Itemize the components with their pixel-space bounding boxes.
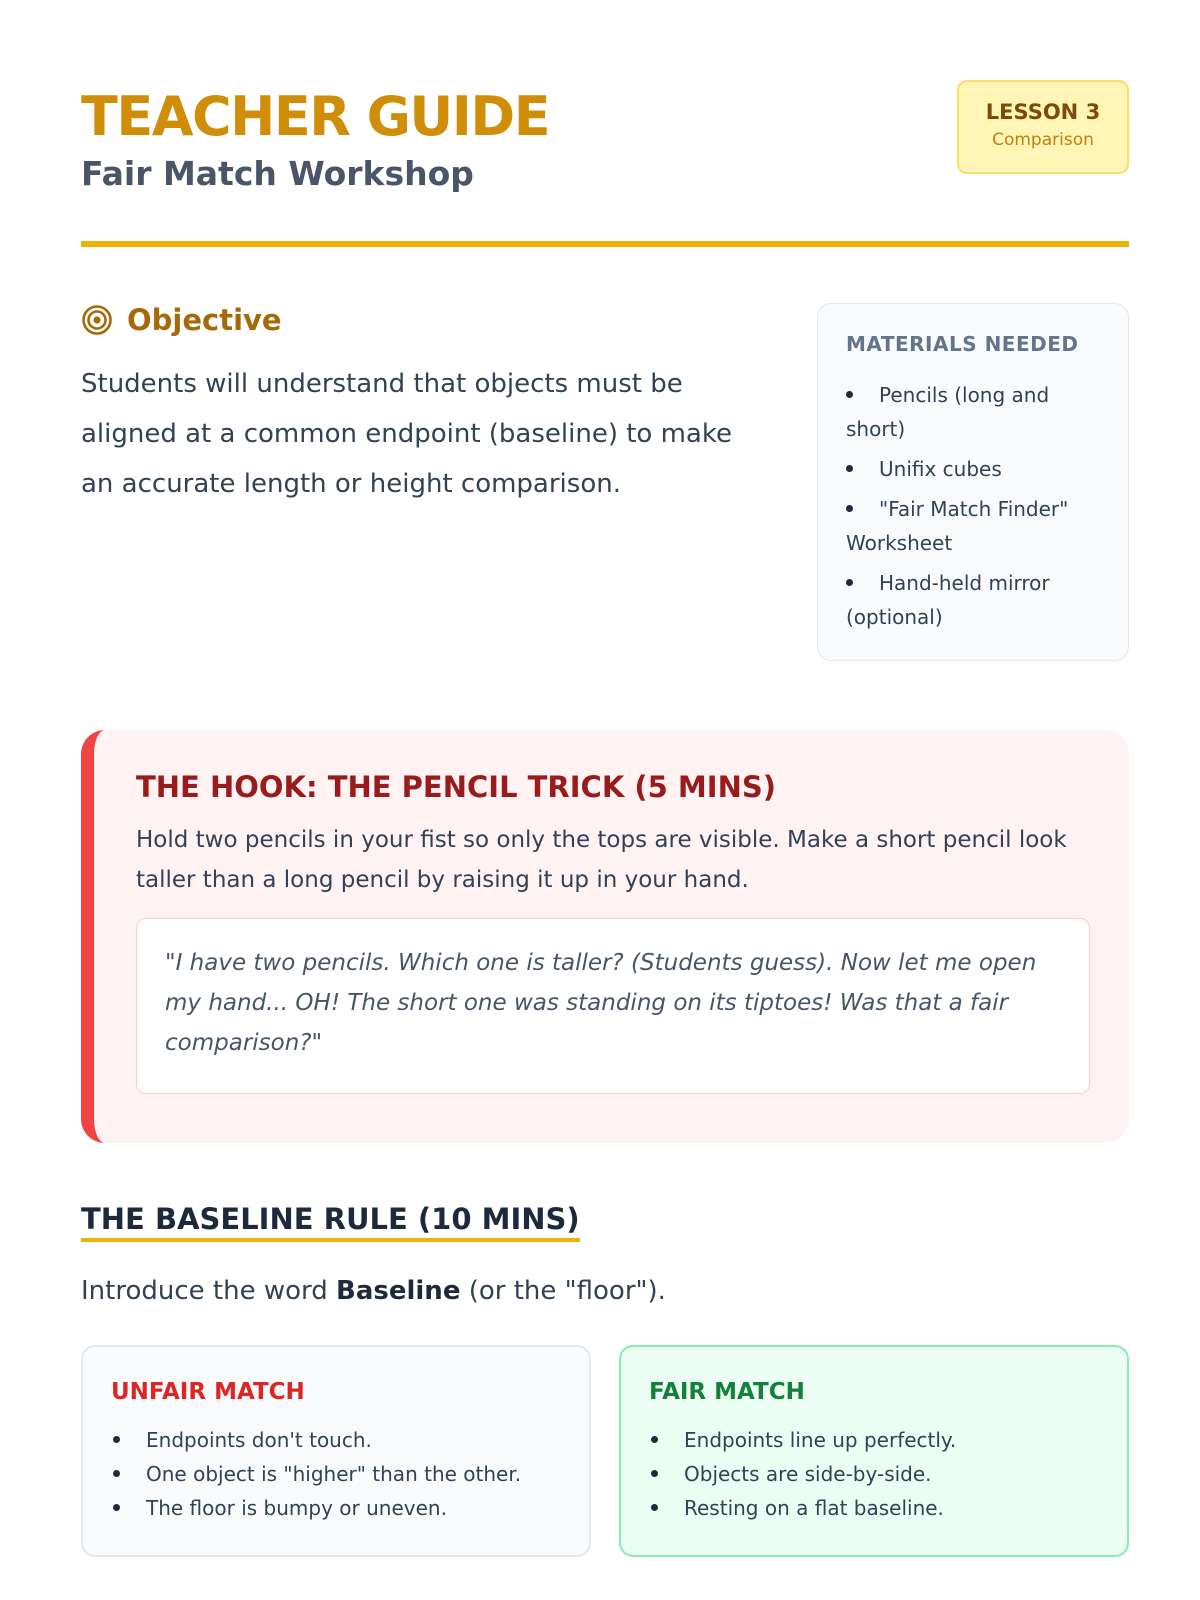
intro-keyword: Baseline — [336, 1276, 461, 1306]
hook-section — [81, 730, 1129, 1143]
objective-text: Students will understand that objects must be aligned at a common endpoint (baseline) to make an accurate length or height comparison. — [81, 369, 732, 499]
bullet-icon — [113, 1504, 120, 1511]
bullet-icon — [846, 579, 853, 586]
fair-item: Endpoints line up perfectly. — [684, 1428, 957, 1452]
fair-list — [649, 1423, 1099, 1525]
fair-title: FAIR MATCH — [649, 1379, 805, 1405]
bullet-icon — [651, 1470, 658, 1477]
unfair-item: One object is "higher" than the other. — [146, 1462, 522, 1486]
bullet-icon — [113, 1436, 120, 1443]
fair-item: Resting on a flat baseline. — [684, 1496, 944, 1520]
material-item: Pencils (long and short) — [846, 383, 1050, 441]
objective-title: Objective — [127, 303, 282, 337]
list-item — [846, 566, 1100, 634]
unfair-title: UNFAIR MATCH — [111, 1379, 305, 1405]
list-item — [649, 1423, 1099, 1457]
script-quote: "I have two pencils. Which one is taller? (Students guess). Now let me open my hand... OH! The short one was standing on its tiptoes! Was that a fair comparison?" — [165, 950, 1037, 1056]
lesson-topic: Comparison — [992, 130, 1094, 150]
bullet-icon — [846, 391, 853, 398]
list-item — [846, 492, 1100, 560]
list-item — [111, 1423, 561, 1457]
materials-box — [817, 303, 1129, 661]
guide-title: TEACHER GUIDE — [81, 85, 550, 148]
bullet-icon — [846, 505, 853, 512]
intro-text: Introduce the word — [81, 1276, 337, 1306]
material-item: "Fair Match Finder" Worksheet — [846, 497, 1069, 555]
list-item — [846, 452, 1100, 486]
target-icon — [81, 304, 113, 336]
fair-match-card — [619, 1345, 1129, 1557]
objective-section — [81, 303, 771, 509]
materials-title: MATERIALS NEEDED — [846, 332, 1079, 356]
materials-list — [846, 378, 1100, 634]
bullet-icon — [651, 1436, 658, 1443]
list-item — [111, 1491, 561, 1525]
bullet-icon — [846, 465, 853, 472]
lesson-badge — [957, 80, 1129, 174]
objective-heading — [81, 303, 771, 337]
list-item — [649, 1491, 1099, 1525]
unfair-item: The floor is bumpy or uneven. — [146, 1496, 447, 1520]
material-item: Hand-held mirror (optional) — [846, 571, 1050, 629]
list-item — [111, 1457, 561, 1491]
bullet-icon — [651, 1504, 658, 1511]
hook-text: Hold two pencils in your fist so only the tops are visible. Make a short pencil look taller than a long pencil by raising it up in your hand. — [136, 827, 1067, 893]
script-quote-box — [136, 918, 1090, 1094]
fair-item: Objects are side-by-side. — [684, 1462, 932, 1486]
unfair-match-card — [81, 1345, 591, 1557]
material-item: Unifix cubes — [879, 457, 1002, 481]
baseline-intro — [81, 1276, 666, 1306]
list-item — [649, 1457, 1099, 1491]
hook-title: THE HOOK: THE PENCIL TRICK (5 MINS) — [136, 770, 776, 804]
unfair-list — [111, 1423, 561, 1525]
header — [81, 80, 1129, 250]
intro-text-end: (or the "floor"). — [460, 1276, 666, 1306]
bullet-icon — [113, 1470, 120, 1477]
baseline-title: THE BASELINE RULE (10 MINS) — [81, 1202, 580, 1242]
list-item — [846, 378, 1100, 446]
guide-subtitle: Fair Match Workshop — [81, 154, 474, 193]
header-divider — [81, 241, 1129, 247]
unfair-item: Endpoints don't touch. — [146, 1428, 372, 1452]
lesson-number: LESSON 3 — [985, 100, 1101, 124]
